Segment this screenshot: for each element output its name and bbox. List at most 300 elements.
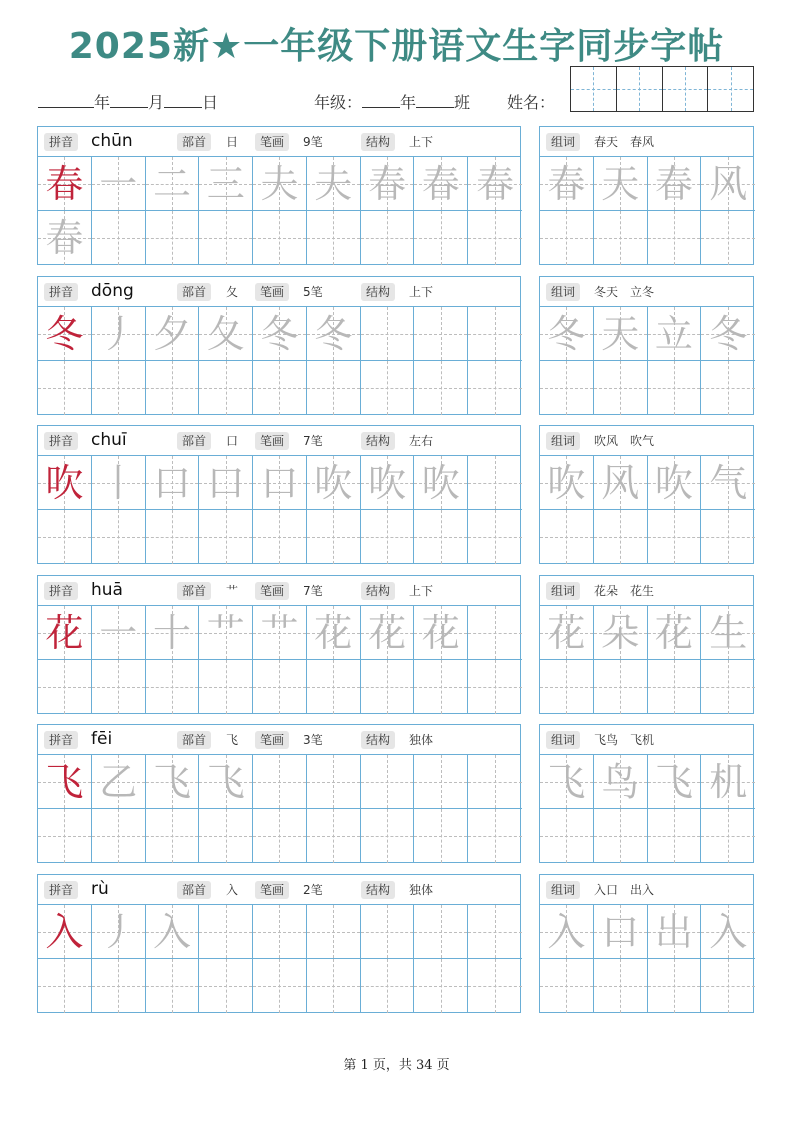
stroke-order-step: 春	[476, 162, 515, 206]
stroke-order-step: 十	[152, 611, 191, 655]
pinyin-value: dōng	[91, 281, 134, 301]
char-info-header	[38, 426, 520, 456]
strokes-value: 9笔	[303, 135, 323, 149]
word-practice-cell[interactable]	[648, 211, 702, 265]
practice-cell[interactable]	[38, 361, 92, 415]
words-tag: 组词	[546, 283, 580, 301]
stroke-order-step: 丨	[99, 461, 138, 505]
practice-cell[interactable]	[253, 211, 307, 265]
practice-cell[interactable]	[146, 307, 200, 361]
word-practice-cell[interactable]	[701, 456, 755, 510]
word-practice-cell[interactable]	[540, 959, 594, 1013]
word-practice-panel	[539, 276, 754, 415]
practice-cell[interactable]	[38, 157, 92, 211]
practice-cell[interactable]	[146, 959, 200, 1013]
stroke-order-step: 飞	[206, 760, 245, 804]
word-practice-cell[interactable]	[701, 211, 755, 265]
structure-value: 独体	[409, 883, 434, 897]
radical-tag: 部首	[177, 881, 211, 899]
word-writing-grid	[540, 157, 753, 264]
practice-cell[interactable]	[38, 510, 92, 564]
word-trace-character: 冬	[547, 312, 586, 356]
practice-cell[interactable]	[468, 157, 522, 211]
practice-cell[interactable]	[92, 606, 146, 660]
words-value: 春天 春风	[594, 135, 655, 149]
char-practice-panel	[37, 425, 521, 564]
practice-cell[interactable]	[468, 755, 522, 809]
practice-cell[interactable]	[92, 361, 146, 415]
word-practice-cell[interactable]	[648, 660, 702, 714]
year-blank[interactable]	[38, 93, 94, 108]
practice-cell[interactable]	[253, 361, 307, 415]
word-practice-cell[interactable]	[594, 755, 648, 809]
practice-cell[interactable]	[38, 456, 92, 510]
practice-cell[interactable]	[146, 211, 200, 265]
word-trace-character: 朵	[601, 611, 640, 655]
practice-cell[interactable]	[92, 755, 146, 809]
practice-cell[interactable]	[253, 809, 307, 863]
word-practice-cell[interactable]	[540, 307, 594, 361]
day-label: 日	[202, 93, 219, 112]
word-trace-character: 生	[709, 611, 748, 655]
stroke-order-step: 春	[45, 216, 84, 260]
word-trace-character: 花	[547, 611, 586, 655]
stroke-order-step: 夕	[152, 312, 191, 356]
practice-cell[interactable]	[253, 456, 307, 510]
date-line	[38, 90, 218, 113]
radical-tag: 部首	[177, 133, 211, 151]
strokes-tag: 笔画	[255, 582, 289, 600]
practice-cell[interactable]	[414, 905, 468, 959]
pinyin-tag: 拼音	[44, 731, 78, 749]
practice-cell[interactable]	[92, 510, 146, 564]
radical-value: 入	[226, 883, 239, 897]
practice-cell[interactable]	[199, 456, 253, 510]
structure-tag: 结构	[361, 731, 395, 749]
word-practice-cell[interactable]	[540, 606, 594, 660]
word-practice-cell[interactable]	[594, 456, 648, 510]
practice-cell[interactable]	[146, 606, 200, 660]
word-practice-cell[interactable]	[594, 606, 648, 660]
word-header	[540, 426, 753, 456]
practice-cell[interactable]	[361, 905, 415, 959]
word-practice-cell[interactable]	[540, 755, 594, 809]
structure-value: 上下	[409, 135, 434, 149]
word-practice-cell[interactable]	[540, 211, 594, 265]
grade-blank[interactable]	[362, 93, 400, 108]
stroke-order-step: 吹	[314, 461, 353, 505]
practice-cell[interactable]	[361, 809, 415, 863]
pinyin-tag: 拼音	[44, 283, 78, 301]
writing-grid	[38, 755, 520, 862]
practice-cell[interactable]	[199, 361, 253, 415]
words-value: 冬天 立冬	[594, 285, 655, 299]
practice-cell[interactable]	[146, 510, 200, 564]
pinyin-value: huā	[91, 580, 123, 600]
word-trace-character: 天	[601, 162, 640, 206]
words-value: 飞鸟 飞机	[594, 733, 655, 747]
word-trace-character: 风	[709, 162, 748, 206]
pinyin-value: fēi	[91, 729, 113, 749]
name-writing-grid[interactable]	[570, 66, 754, 112]
word-trace-character: 春	[547, 162, 586, 206]
radical-value: 口	[226, 434, 239, 448]
practice-cell[interactable]	[38, 660, 92, 714]
word-practice-cell[interactable]	[648, 157, 702, 211]
radical-value: 日	[226, 135, 239, 149]
practice-cell[interactable]	[414, 211, 468, 265]
stroke-order-step: 一	[99, 162, 138, 206]
word-practice-cell[interactable]	[648, 307, 702, 361]
practice-cell[interactable]	[38, 211, 92, 265]
pinyin-tag: 拼音	[44, 881, 78, 899]
practice-cell[interactable]	[146, 456, 200, 510]
word-practice-cell[interactable]	[701, 510, 755, 564]
practice-cell[interactable]	[199, 157, 253, 211]
strokes-tag: 笔画	[255, 731, 289, 749]
word-trace-character: 冬	[709, 312, 748, 356]
practice-cell[interactable]	[38, 606, 92, 660]
class-label: 班	[454, 93, 471, 112]
practice-cell[interactable]	[92, 211, 146, 265]
practice-cell[interactable]	[38, 809, 92, 863]
char-practice-panel	[37, 874, 521, 1013]
structure-tag: 结构	[361, 881, 395, 899]
practice-cell[interactable]	[92, 157, 146, 211]
strokes-tag: 笔画	[255, 881, 289, 899]
practice-cell[interactable]	[92, 905, 146, 959]
stroke-order-step: 口	[260, 461, 299, 505]
char-practice-panel	[37, 276, 521, 415]
stroke-order-step: 口	[152, 461, 191, 505]
month-blank[interactable]	[110, 93, 148, 108]
word-practice-cell[interactable]	[594, 959, 648, 1013]
practice-cell[interactable]	[468, 510, 522, 564]
structure-value: 上下	[409, 584, 434, 598]
practice-cell[interactable]	[146, 905, 200, 959]
practice-cell[interactable]	[468, 905, 522, 959]
stroke-order-step: 春	[368, 162, 407, 206]
pinyin-value: chuī	[91, 430, 127, 450]
name-cell[interactable]	[708, 67, 753, 111]
word-practice-cell[interactable]	[701, 905, 755, 959]
name-label: 姓名：	[507, 93, 556, 112]
word-practice-cell[interactable]	[701, 660, 755, 714]
word-writing-grid	[540, 456, 753, 563]
practice-cell[interactable]	[414, 361, 468, 415]
practice-cell[interactable]	[38, 307, 92, 361]
practice-cell[interactable]	[253, 755, 307, 809]
stroke-order-step: 艹	[260, 611, 299, 655]
practice-cell[interactable]	[414, 307, 468, 361]
stroke-order-step: 飞	[152, 760, 191, 804]
word-trace-character: 入	[709, 910, 748, 954]
stroke-order-step: 春	[421, 162, 460, 206]
practice-cell[interactable]	[307, 211, 361, 265]
stroke-order-step: 口	[206, 461, 245, 505]
structure-tag: 结构	[361, 582, 395, 600]
grade-year-label: 年	[400, 93, 417, 112]
practice-cell[interactable]	[361, 660, 415, 714]
words-tag: 组词	[546, 432, 580, 450]
practice-cell[interactable]	[361, 157, 415, 211]
word-practice-cell[interactable]	[540, 361, 594, 415]
practice-cell[interactable]	[361, 606, 415, 660]
word-header	[540, 576, 753, 606]
strokes-tag: 笔画	[255, 133, 289, 151]
practice-cell[interactable]	[307, 809, 361, 863]
char-practice-panel	[37, 126, 521, 265]
practice-cell[interactable]	[307, 456, 361, 510]
practice-cell[interactable]	[414, 755, 468, 809]
month-label: 月	[148, 93, 165, 112]
model-character: 冬	[45, 312, 84, 356]
practice-cell[interactable]	[468, 456, 522, 510]
name-cell[interactable]	[571, 67, 617, 111]
pinyin-tag: 拼音	[44, 133, 78, 151]
practice-cell[interactable]	[361, 959, 415, 1013]
practice-cell[interactable]	[307, 361, 361, 415]
practice-cell[interactable]	[199, 307, 253, 361]
practice-cell[interactable]	[307, 307, 361, 361]
word-practice-panel	[539, 575, 754, 714]
word-practice-cell[interactable]	[701, 959, 755, 1013]
practice-cell[interactable]	[253, 660, 307, 714]
page-title: 2025新★一年级下册语文生字同步字帖	[68, 26, 725, 67]
word-practice-cell[interactable]	[648, 510, 702, 564]
word-practice-cell[interactable]	[594, 157, 648, 211]
stroke-order-step: 花	[368, 611, 407, 655]
practice-cell[interactable]	[307, 959, 361, 1013]
word-trace-character: 立	[654, 312, 693, 356]
practice-cell[interactable]	[199, 959, 253, 1013]
word-writing-grid	[540, 755, 753, 862]
practice-cell[interactable]	[468, 660, 522, 714]
practice-cell[interactable]	[253, 905, 307, 959]
words-value: 花朵 花生	[594, 584, 655, 598]
stroke-order-step: 夂	[206, 312, 245, 356]
word-trace-character: 吹	[547, 461, 586, 505]
word-practice-cell[interactable]	[540, 456, 594, 510]
word-practice-cell[interactable]	[701, 755, 755, 809]
practice-cell[interactable]	[468, 606, 522, 660]
word-practice-cell[interactable]	[648, 959, 702, 1013]
char-info-header	[38, 576, 520, 606]
practice-cell[interactable]	[414, 660, 468, 714]
word-trace-character: 天	[601, 312, 640, 356]
word-header	[540, 875, 753, 905]
word-practice-cell[interactable]	[648, 905, 702, 959]
practice-cell[interactable]	[199, 660, 253, 714]
strokes-value: 7笔	[303, 434, 323, 448]
practice-cell[interactable]	[146, 809, 200, 863]
practice-cell[interactable]	[253, 510, 307, 564]
practice-cell[interactable]	[146, 361, 200, 415]
word-trace-character: 吹	[654, 461, 693, 505]
word-practice-cell[interactable]	[648, 755, 702, 809]
model-character: 花	[45, 611, 84, 655]
practice-cell[interactable]	[361, 307, 415, 361]
practice-cell[interactable]	[92, 959, 146, 1013]
practice-cell[interactable]	[414, 959, 468, 1013]
word-writing-grid	[540, 905, 753, 1012]
practice-cell[interactable]	[38, 755, 92, 809]
words-value: 入口 出入	[594, 883, 655, 897]
practice-cell[interactable]	[361, 361, 415, 415]
stroke-order-step: 乙	[99, 760, 138, 804]
practice-cell[interactable]	[307, 905, 361, 959]
writing-grid	[38, 456, 520, 563]
word-practice-cell[interactable]	[648, 606, 702, 660]
practice-cell[interactable]	[199, 510, 253, 564]
practice-cell[interactable]	[468, 307, 522, 361]
radical-value: 艹	[226, 584, 239, 598]
model-character: 吹	[45, 461, 84, 505]
word-header	[540, 127, 753, 157]
writing-grid	[38, 307, 520, 414]
practice-cell[interactable]	[199, 905, 253, 959]
stroke-order-step: 二	[152, 162, 191, 206]
structure-tag: 结构	[361, 432, 395, 450]
practice-cell[interactable]	[307, 157, 361, 211]
practice-cell[interactable]	[92, 456, 146, 510]
stroke-order-step: 夫	[314, 162, 353, 206]
grade-label: 年级：	[314, 93, 363, 112]
practice-cell[interactable]	[361, 510, 415, 564]
word-practice-cell[interactable]	[648, 456, 702, 510]
word-practice-cell[interactable]	[540, 809, 594, 863]
practice-cell[interactable]	[38, 959, 92, 1013]
word-writing-grid	[540, 606, 753, 713]
practice-cell[interactable]	[199, 755, 253, 809]
practice-cell[interactable]	[414, 157, 468, 211]
practice-cell[interactable]	[199, 606, 253, 660]
word-practice-cell[interactable]	[540, 660, 594, 714]
practice-cell[interactable]	[146, 660, 200, 714]
model-character: 飞	[45, 760, 84, 804]
word-practice-panel	[539, 126, 754, 265]
char-practice-panel	[37, 575, 521, 714]
strokes-value: 7笔	[303, 584, 323, 598]
word-practice-panel	[539, 425, 754, 564]
name-cell[interactable]	[617, 67, 663, 111]
practice-cell[interactable]	[199, 211, 253, 265]
practice-cell[interactable]	[253, 959, 307, 1013]
practice-cell[interactable]	[253, 307, 307, 361]
word-practice-cell[interactable]	[594, 361, 648, 415]
word-header	[540, 277, 753, 307]
practice-cell[interactable]	[146, 755, 200, 809]
word-trace-character: 飞	[547, 760, 586, 804]
practice-cell[interactable]	[361, 456, 415, 510]
model-character: 春	[45, 162, 84, 206]
word-writing-grid	[540, 307, 753, 414]
practice-cell[interactable]	[307, 755, 361, 809]
word-practice-cell[interactable]	[648, 809, 702, 863]
practice-cell[interactable]	[307, 510, 361, 564]
practice-cell[interactable]	[38, 905, 92, 959]
word-practice-cell[interactable]	[594, 905, 648, 959]
year-label: 年	[94, 93, 111, 112]
practice-cell[interactable]	[253, 606, 307, 660]
word-practice-cell[interactable]	[594, 211, 648, 265]
practice-cell[interactable]	[253, 157, 307, 211]
practice-cell[interactable]	[146, 157, 200, 211]
word-practice-cell[interactable]	[701, 157, 755, 211]
word-practice-cell[interactable]	[594, 809, 648, 863]
day-blank[interactable]	[164, 93, 202, 108]
word-practice-cell[interactable]	[701, 361, 755, 415]
name-cell[interactable]	[663, 67, 709, 111]
stroke-order-step: 吹	[368, 461, 407, 505]
words-tag: 组词	[546, 582, 580, 600]
practice-cell[interactable]	[468, 361, 522, 415]
char-info-header	[38, 875, 520, 905]
radical-tag: 部首	[177, 582, 211, 600]
practice-cell[interactable]	[92, 307, 146, 361]
page-footer: 第 1 页，共 34 页	[343, 1058, 450, 1073]
stroke-order-step: 艹	[206, 611, 245, 655]
char-info-header	[38, 127, 520, 157]
word-practice-cell[interactable]	[648, 361, 702, 415]
word-practice-cell[interactable]	[701, 809, 755, 863]
word-practice-cell[interactable]	[701, 606, 755, 660]
practice-cell[interactable]	[92, 660, 146, 714]
pinyin-value: rù	[91, 879, 109, 899]
word-header	[540, 725, 753, 755]
practice-cell[interactable]	[468, 809, 522, 863]
word-practice-cell[interactable]	[594, 510, 648, 564]
word-practice-cell[interactable]	[540, 157, 594, 211]
practice-cell[interactable]	[468, 211, 522, 265]
radical-value: 夂	[226, 285, 239, 299]
practice-cell[interactable]	[307, 606, 361, 660]
practice-cell[interactable]	[468, 959, 522, 1013]
practice-cell[interactable]	[92, 809, 146, 863]
word-practice-cell[interactable]	[594, 307, 648, 361]
stroke-order-step: 夫	[260, 162, 299, 206]
word-trace-character: 出	[654, 910, 693, 954]
class-blank[interactable]	[416, 93, 454, 108]
radical-tag: 部首	[177, 731, 211, 749]
radical-tag: 部首	[177, 283, 211, 301]
practice-cell[interactable]	[414, 606, 468, 660]
word-practice-cell[interactable]	[540, 905, 594, 959]
word-practice-cell[interactable]	[594, 660, 648, 714]
practice-cell[interactable]	[361, 755, 415, 809]
practice-cell[interactable]	[307, 660, 361, 714]
practice-cell[interactable]	[414, 809, 468, 863]
word-trace-character: 花	[654, 611, 693, 655]
word-practice-panel	[539, 724, 754, 863]
char-info-header	[38, 277, 520, 307]
practice-cell[interactable]	[414, 510, 468, 564]
strokes-value: 2笔	[303, 883, 323, 897]
structure-tag: 结构	[361, 133, 395, 151]
word-practice-cell[interactable]	[701, 307, 755, 361]
word-trace-character: 口	[601, 910, 640, 954]
practice-cell[interactable]	[199, 809, 253, 863]
practice-cell[interactable]	[414, 456, 468, 510]
stroke-order-step: 冬	[314, 312, 353, 356]
words-tag: 组词	[546, 881, 580, 899]
char-info-header	[38, 725, 520, 755]
stroke-order-step: 冬	[260, 312, 299, 356]
word-trace-character: 入	[547, 910, 586, 954]
pinyin-value: chūn	[91, 131, 133, 151]
practice-cell[interactable]	[361, 211, 415, 265]
word-practice-cell[interactable]	[540, 510, 594, 564]
